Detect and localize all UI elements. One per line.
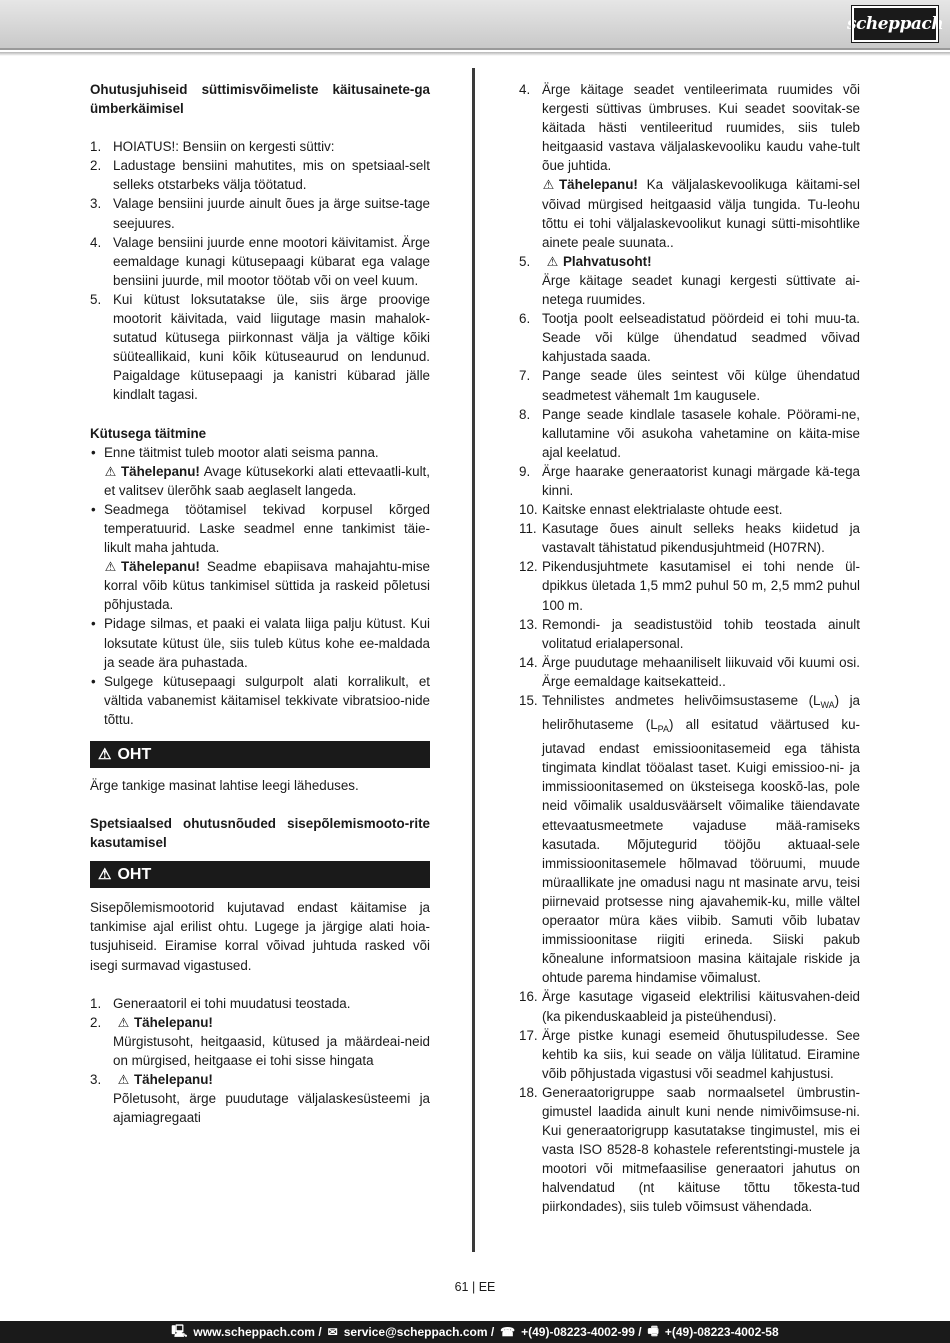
bullet: • bbox=[91, 444, 96, 460]
scheppach-logo: scheppach bbox=[852, 6, 938, 42]
list-item: 17. Ärge pistke kunagi esemeid õhutuspiludesse. See kehtib ka siis, kui seade on välja lülitatud. Eiramine võib põhjustada vigastusi või seadmel kahjustusi. bbox=[519, 1027, 860, 1081]
fuel-safety-list bbox=[90, 137, 430, 404]
bullet: • bbox=[91, 501, 96, 517]
footer-email-link[interactable]: service@scheppach.com / bbox=[343, 1325, 495, 1339]
danger-text: Sisepõlemismootorid kujutavad endast käitamise ja tankimise ajal erilist ohtu. Lugege ja järgige alati hoia-tusjuhiseid. Eiramise korral võivad juhtuda rasked või isegi surmavad vigastused. bbox=[90, 900, 430, 973]
heading-combustion-engines: Spetsiaalsed ohutusnõuded sisepõlemismooto-rite kasutamisel bbox=[90, 816, 430, 851]
list-item: 11. Kasutage õues ainult selleks heaks kiidetud ja vastavalt tähistatud pikendusjuhtmeid (H07RN). bbox=[519, 521, 860, 556]
list-item: 1. HOIATUS!: Bensiin on kergesti süttiv: bbox=[90, 139, 335, 155]
list-item: 12. Pikendusjuhtmete kasutamisel ei tohi nende ül-dpikkus ületada 1,5 mm2 puhul 50 m, 2,5 mm2 puhul 100 m. bbox=[519, 559, 860, 613]
list-item: 14. Ärge puudutage mehaaniliselt liikuvaid või kuumi osi. Ärge eemaldage kaitsekatteid.. bbox=[519, 654, 860, 689]
list-item: • Enne täitmist tuleb mootor alati seisma panna. ⚠ Tähelepanu! Avage kütusekorki alati ettevaatli-kult, et valitsev ülerõhk saab aeglaselt langeda. bbox=[90, 443, 430, 500]
list-item: 5. ⚠ Plahvatusoht! Ärge käitage seadet kunagi kergesti süttivate ai-netega ruumides. bbox=[519, 253, 860, 308]
header-shadow bbox=[0, 52, 950, 56]
danger-banner: ⚠ OHT bbox=[90, 741, 430, 768]
list-item: 9. Ärge haarake generaatorist kunagi märgade kä-tega kinni. bbox=[519, 463, 860, 498]
footer-web-link[interactable]: www.scheppach.com / bbox=[193, 1325, 322, 1339]
right-column bbox=[519, 80, 860, 1217]
refueling-list bbox=[90, 443, 430, 729]
warning-triangle-icon: ⚠ bbox=[542, 177, 555, 193]
left-column bbox=[90, 80, 430, 1127]
list-item: 16. Ärge kasutage vigaseid elektrilisi käitusvahen-deid (ka pikenduskaableid ja pisteühendusi). bbox=[519, 989, 860, 1024]
list-item: 1. Generaatoril ei tohi muudatusi teostada. bbox=[90, 995, 351, 1011]
warning-triangle-icon: ⚠ bbox=[104, 463, 117, 479]
warning-triangle-icon: ⚠ bbox=[98, 866, 112, 884]
list-item: • Pidage silmas, et paaki ei valata liiga palju kütust. Kui loksutate kütust üle, siis tuleb kütus kohe ee-maldada ja seade ära puhastada. bbox=[90, 614, 430, 671]
list-item: • Seadmega töötamisel tekivad korpusel kõrged temperatuurid. Laske seadmel enne tankimist täie-likult maha jahtuda. ⚠ Tähelepanu! Seadme ebapiisava mahajahtu-mise korral võib kütus tankimisel süttida ja raskeid põletusi põhjustada. bbox=[90, 500, 430, 615]
warning-triangle-icon: ⚠ bbox=[117, 1014, 130, 1030]
list-item: 3. ⚠ Tähelepanu! Põletusoht, ärge puudutage väljalaskesüsteemi ja ajamiagregaati bbox=[90, 1072, 430, 1126]
fax-icon: 🖷 bbox=[647, 1323, 659, 1338]
list-item: 2. ⚠ Tähelepanu! Mürgistusoht, heitgaasid, kütused ja määrdeai-neid on mürgised, heitgaase ei tohi sisse hingata bbox=[90, 1014, 430, 1068]
list-item: 15. Tehnilistes andmetes helivõimsustaseme $(L_{WA})$ ja helirõhutaseme $(L_{PA})$ all esitatud väärtused ku-jutavad endast emissioonitasemeid ega tähista tingimata kindlat tööalast taset. Kuigi emissioo-ni- ja immissioonitasemed on üksteisega kooskõ-las, pole neid võimalik usaldusväärselt võimalike täiendavate ettevaatusmeetmete vajaduse mää-ramiseks kasutada. Mõjutegurid tööjõu aktuaal-sele immissioonitasemele hõlmavad tööruumi, muude müraallikate jne omadusi nagu nt masinate arvu, teisi piirnevaid protsesse ning ajavahemik-ku, mille vältel operaator müra käes viibib. Samuti võib lubatav immissioonitase riigiti erineda. Siiski pakub kõnealune informatsioon masina käitajale riskide ja ohtude parema hindamise võimalust. bbox=[519, 693, 860, 986]
warning-triangle-icon: ⚠ bbox=[104, 559, 117, 575]
list-item: 4. Valage bensiini juurde enne mootori käivitamist. Ärge eemaldage kunagi kütusepaagi kübarat ega valage bensiini juurde, mil mootor töötab või on veel kuum. bbox=[90, 234, 430, 288]
heading-refueling: Kütusega täitmine bbox=[90, 425, 207, 441]
column-divider bbox=[472, 68, 475, 1252]
page-number: 61 | EE bbox=[454, 1280, 496, 1294]
list-item: 10. Kaitske ennast elektrialaste ohtude eest. bbox=[519, 502, 783, 518]
list-item: 13. Remondi- ja seadistustöid tohib teostada ainult volitatud erialapersonal. bbox=[519, 616, 860, 651]
list-item: 4. Ärge käitage seadet ventileerimata ruumides või kergesti süttivas ümbruses. Kui seadet soovitak-se käitada hästi ventileeritud ruumides, siis tuleb heitgaasid vastava väljalaskevooliku kaudu vahe-tult õue juhtida. ⚠ Tähelepanu! Ka väljalaskevoolikuga käitami-sel võivad mürgised heitgaasid välja tungida. Tu-leohu tõttu ei tohi väljalaskevoolikut kunagi sütti-misohtlike ainete peale suunata.. bbox=[519, 82, 860, 250]
footer-phone: +(49)-08223-4002-99 / bbox=[521, 1325, 642, 1339]
list-item: 8. Pange seade kindlale tasasele kohale. Pöörami-ne, kallutamine või asukoha vahetamine on käita-mise ajal keelatud. bbox=[519, 406, 860, 460]
bullet: • bbox=[91, 673, 96, 689]
warning-triangle-icon: ⚠ bbox=[98, 745, 112, 763]
bullet: • bbox=[91, 616, 96, 632]
list-item: 2. Ladustage bensiini mahutites, mis on spetsiaal-selt selleks otstarbeks välja töötatud. bbox=[90, 158, 430, 193]
list-item: 18. Generaatorigruppe saab normaalsetel ümbrustin-gimustel laadida ainult kuni nende nimivõimsuse-ni. Kui generaatorigrupp kasutatakse tingimustel, mis ei vasta ISO 8528-8 kohastele referentstingi-mustele ja mootori või mitmefaasilise generaatori jahutus on halvendatud (nt käituse tõttu tõkesta-tud piirkondades), siis tuleb võimsust vähendada. bbox=[519, 1084, 860, 1215]
header-bar bbox=[0, 0, 950, 50]
list-item: 5. Kui kütust loksutatakse üle, siis ärge proovige mootorit käivitada, vaid liigutage masin mahalok-sutatud kütusega piirkonnast välja ja vältige kõiki süüteallikaid, kuni kõik kütuseaurud on lendunud. Paigaldage kütusepaagi ja kanistri kübarad jälle kindlalt tagasi. bbox=[90, 291, 430, 403]
footer-fax: +(49)-08223-4002-58 bbox=[664, 1325, 779, 1339]
danger-text: Ärge tankige masinat lahtise leegi läheduses. bbox=[90, 778, 359, 793]
phone-icon: ☎ bbox=[500, 1325, 516, 1339]
mail-icon: ✉ bbox=[327, 1325, 338, 1339]
monitor-icon: 🖳 bbox=[171, 1323, 188, 1338]
warning-triangle-icon: ⚠ bbox=[546, 253, 559, 269]
footer-bar bbox=[0, 1321, 950, 1343]
list-item: 3. Valage bensiini juurde ainult õues ja ärge suitse-tage seejuures. bbox=[90, 196, 430, 231]
list-item: • Sulgege kütusepaagi sulgurpolt alati korralikult, et vältida vabanemist käitamisel tekkivate vibratsioo-nide tõttu. bbox=[90, 672, 430, 729]
list-item: 6. Tootja poolt eelseadistatud pöördeid ei tohi muu-ta. Seade või külge ühendatud seadmed võivad kahjustada saada. bbox=[519, 311, 860, 365]
heading-fuel-safety: Ohutusjuhiseid süttimisvõimeliste käitusainete-ga ümberkäimisel bbox=[90, 82, 430, 117]
list-item: 7. Pange seade üles seintest või külge ühendatud seadmetest vähemalt 1m kaugusele. bbox=[519, 368, 860, 403]
engine-safety-list bbox=[90, 994, 430, 1128]
danger-banner: ⚠ OHT bbox=[90, 861, 430, 888]
warning-triangle-icon: ⚠ bbox=[117, 1072, 130, 1088]
